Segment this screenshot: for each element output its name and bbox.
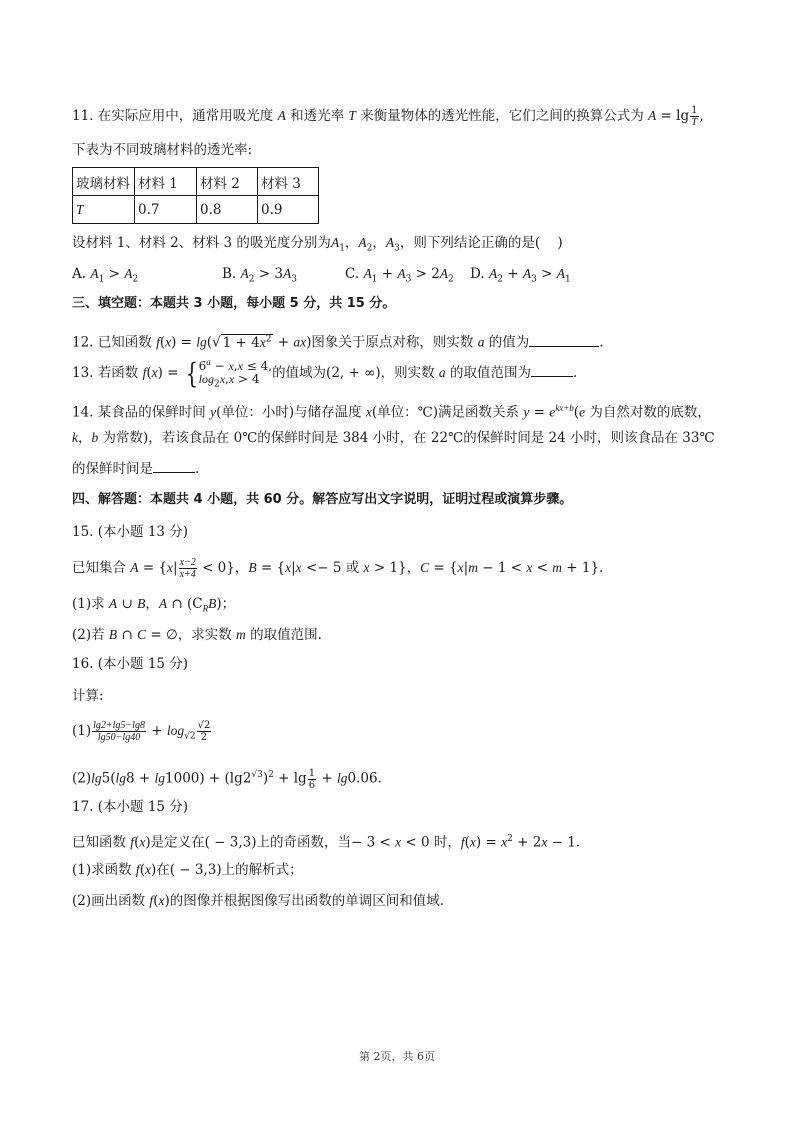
q14-line2: k，b 为常数)，若该食品在 0℃的保鲜时间是 384 小时，在 22℃的保鲜时间是 24 小时，则该食品在 33℃ (72, 430, 715, 446)
q11-option-d: D. $A_2 + A_3 > A_1$ (470, 266, 571, 285)
table-header-cell: 材料 1 (135, 168, 197, 196)
q11-intro: 11. 在实际应用中，通常用吸光度 A 和透光率 T 来衡量物体的透光性能，它们之间的换算公式为 A = lg $\frac{1}{T}$ , (72, 105, 704, 128)
q15-part1: (1)求 A ∪ B，A ∩ $(C_RB)$； (72, 596, 236, 614)
q17-part2: (2)画出函数 f(x)的图像并根据图像写出函数的单调区间和值域. (72, 893, 445, 909)
section-solutions-heading: 四、解答题：本题共 4 小题，共 60 分。解答应写出文字说明，证明过程或演算步骤。 (72, 492, 573, 507)
q11-question: 设材料 1、材料 2、材料 3 的吸光度分别为$A_1$，$A_2$，$A_3$，则下列结论正确的是( ) (72, 235, 563, 254)
q16-calc-label: 计算: (72, 688, 104, 704)
q17-part1: (1)求函数 f(x)在( − 3,3)上的解析式； (72, 862, 303, 878)
q15-title: 15. (本小题 13 分) (72, 524, 189, 540)
q14-line1: 14. 某食品的保鲜时间 y(单位：小时)与储存温度 x(单位：℃)满足函数关系 $y = e^{kx+b}(e$ 为自然对数的底数， (72, 403, 711, 421)
q13: 13. 若函数 f(x) = { $6^a - x,x \le 4$, $\log_2x,x > 4$ 的值域为(2, + ∞)，则实数 a 的取值范围为 . (72, 356, 578, 390)
page-footer: 第 2页，共 6页 (359, 1050, 435, 1063)
table-cell: T (73, 196, 135, 224)
q12: 12. 已知函数 f(x) = lg(√ $1 + 4x^2 + ax$)图象关于原点对称，则实数 a 的值为 . (72, 334, 604, 351)
table-header-cell: 材料 3 (258, 168, 319, 196)
q17-title: 17. (本小题 15 分) (72, 799, 189, 815)
table-cell: 0.7 (135, 196, 197, 224)
table-header-cell: 材料 2 (197, 168, 258, 196)
table-cell: 0.9 (258, 196, 319, 224)
q14-line3: 的保鲜时间是 . (72, 461, 200, 477)
q16-part1: (1) $\frac{\lg 2+\lg 5-\lg 8}{\lg 50-\lg 40}$ + $\log_{√2}$ $\frac{√2}{2}$ (72, 720, 211, 743)
q11-option-a: A. $A_1 > A_2$ (72, 266, 139, 285)
q16-part2: $(2)\lg 5(\lg 8 + \lg 1000) + (\lg 2^{√3})^2 + \lg$ $\frac{1}{6}$ + lg0.06. (72, 767, 382, 791)
q15-given: 已知集合 A = {x| $\frac{x-2}{x+4}$ < 0}，B = {x|x <− 5 或 x > 1}，C = {x|m − 1 < x < m + 1}. (72, 557, 604, 580)
table-header-cell: 玻璃材料 (73, 168, 135, 196)
q17-given: 已知函数 f(x)是定义在( − 3,3)上的奇函数，当− 3 < x < 0 时，$f(x) = x^2 + 2x - 1$. (72, 834, 581, 851)
table-row (73, 196, 319, 224)
table-row (73, 168, 319, 196)
q11-table-intro: 下表为不同玻璃材料的透光率: (72, 142, 253, 158)
q11-option-c: C. $A_1 + A_3 > 2A_2$ (345, 266, 454, 285)
q11-option-b: B. $A_2 > 3A_3$ (222, 266, 297, 285)
transmittance-table (72, 167, 319, 224)
table-cell: 0.8 (197, 196, 258, 224)
q16-title: 16. (本小题 15 分) (72, 656, 189, 672)
section-fill-in-heading: 三、填空题：本题共 3 小题，每小题 5 分，共 15 分。 (72, 296, 396, 311)
q15-part2: (2)若 B ∩ C = ∅，求实数 m 的取值范围. (72, 627, 322, 643)
